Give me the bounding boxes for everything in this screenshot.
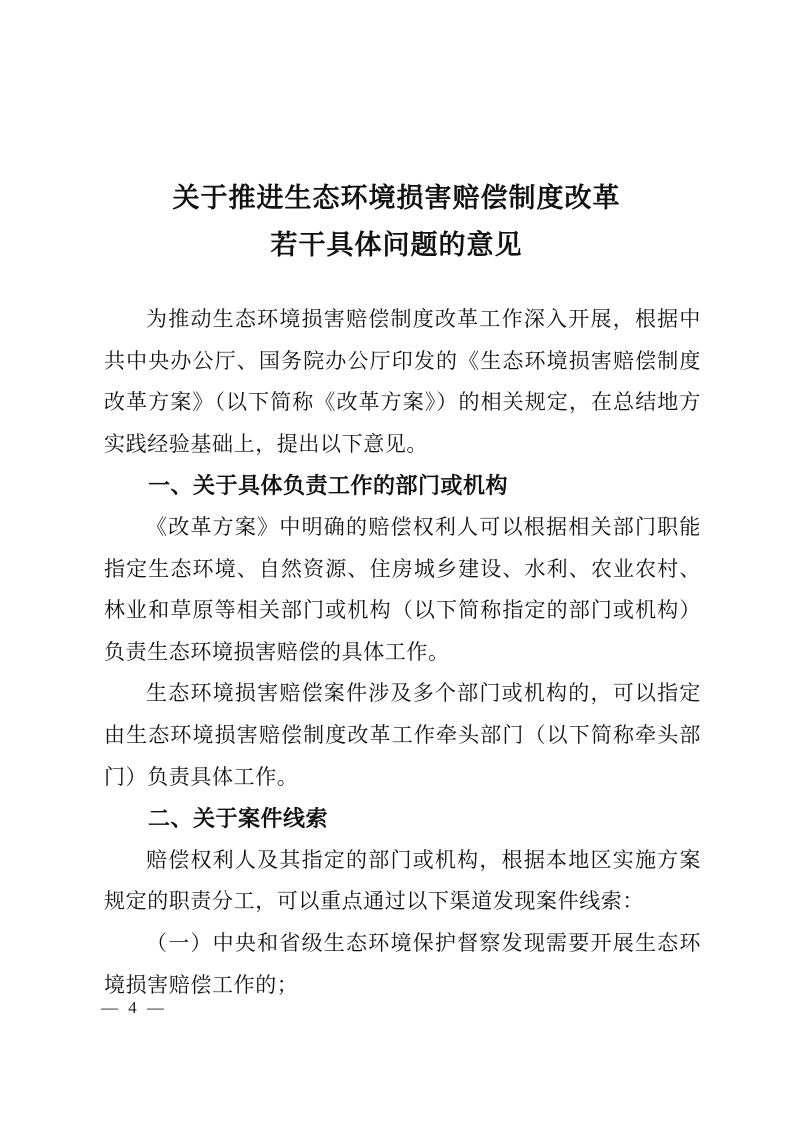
page-number: — 4 — xyxy=(101,998,167,1017)
paragraph: 赔偿权利人及其指定的部门或机构，根据本地区实施方案规定的职责分工，可以重点通过以下渠道发现案件线索： xyxy=(104,847,701,914)
paragraph: （一）中央和省级生态环境保护督察发现需要开展生态环境损害赔偿工作的； xyxy=(104,930,701,997)
paragraph: 为推动生态环境损害赔偿制度改革工作深入开展，根据中共中央办公厅、国务院办公厅印发的《生态环境损害赔偿制度改革方案》（以下简称《改革方案》）的相关规定，在总结地方实践经验基础上，提出以下意见。 xyxy=(104,307,701,456)
document-body xyxy=(104,299,701,1006)
section-heading: 二、关于案件线索 xyxy=(148,806,329,832)
document-title-line-1: 关于推进生态环境损害赔偿制度改革 xyxy=(172,183,621,213)
paragraph: 生态环境损害赔偿案件涉及多个部门或机构的，可以指定由生态环境损害赔偿制度改革工作牵头部门（以下简称牵头部门）负责具体工作。 xyxy=(104,681,701,789)
paragraph: 《改革方案》中明确的赔偿权利人可以根据相关部门职能指定生态环境、自然资源、住房城乡建设、水利、农业农村、林业和草原等相关部门或机构（以下简称指定的部门或机构）负责生态环境损害赔偿的具体工作。 xyxy=(104,514,701,664)
document-title-line-2: 若干具体问题的意见 xyxy=(270,230,523,260)
document-title xyxy=(0,175,793,269)
section-heading: 一、关于具体负责工作的部门或机构 xyxy=(148,473,509,499)
